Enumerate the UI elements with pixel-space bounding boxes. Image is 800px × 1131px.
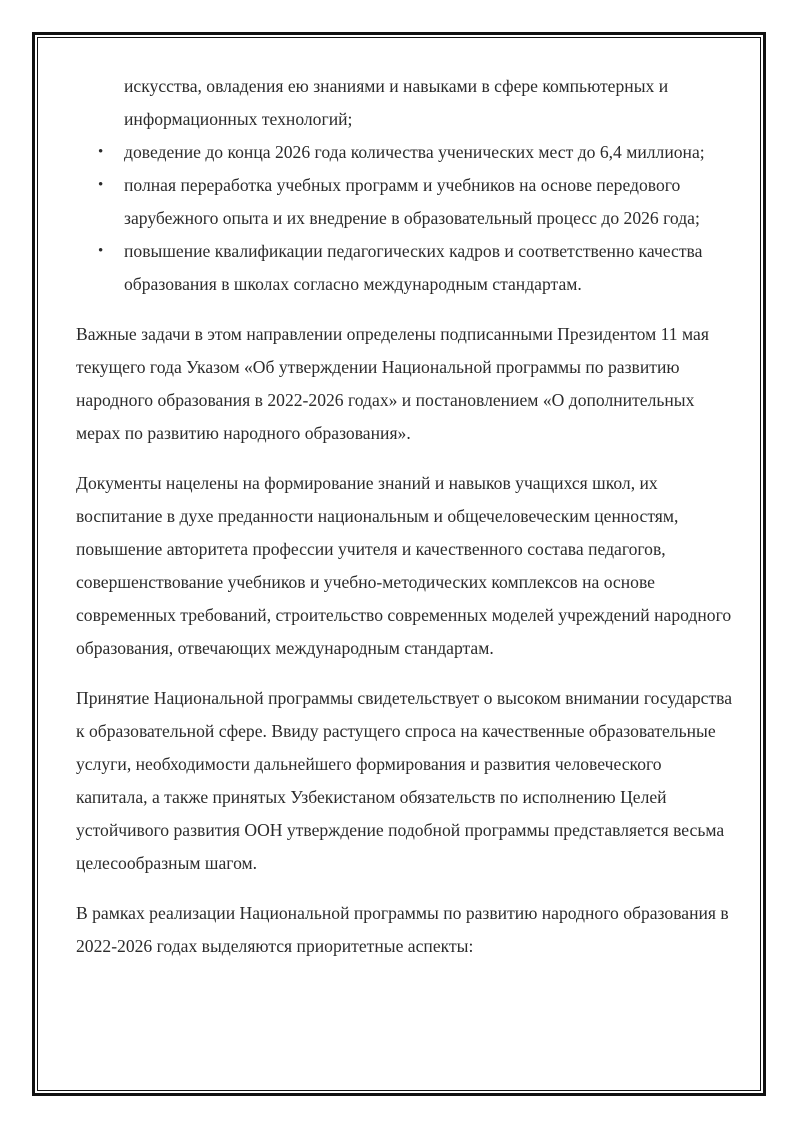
list-item-text: доведение до конца 2026 года количества ученических мест до 6,4 миллиона; (124, 142, 705, 162)
bullet-icon: • (98, 243, 104, 259)
paragraph: Важные задачи в этом направлении определены подписанными Президентом 11 мая текущего года Указом «Об утверждении Национальной программы по развитию народного образования в 2022-2026 годах» и постановлением «О дополнительных мерах по развитию народного образования». (76, 324, 709, 443)
list-item (76, 136, 736, 169)
list-item-text: повышение квалификации педагогических кадров и соответственно качества образования в школах согласно международным стандартам. (124, 241, 703, 294)
list-item-continuation: искусства, овладения ею знаниями и навыками в сфере компьютерных и информационных технологий; (124, 76, 669, 129)
list-item (76, 169, 736, 235)
bullet-icon: • (98, 144, 104, 160)
list-item (76, 235, 736, 301)
bullet-icon: • (98, 177, 104, 193)
document-body (76, 70, 736, 963)
paragraph: Документы нацелены на формирование знаний и навыков учащихся школ, их воспитание в духе преданности национальным и общечеловеческим ценностям, повышение авторитета профессии учителя и качественного состава педагогов, совершенствование учебников и учебно-методических комплексов на основе современных требований, строительство современных моделей учреждений народного образования, отвечающих международным стандартам. (76, 473, 732, 658)
list-item-text: полная переработка учебных программ и учебников на основе передового зарубежного опыта и их внедрение в образовательный процесс до 2026 года; (124, 175, 700, 228)
bullet-list (76, 136, 736, 301)
paragraph: Принятие Национальной программы свидетельствует о высоком внимании государства к образовательной сфере. Ввиду растущего спроса на качественные образовательные услуги, необходимости дальнейшего формирования и развития человеческого капитала, а также принятых Узбекистаном обязательств по исполнению Целей устойчивого развития ООН утверждение подобной программы представляется весьма целесообразным шагом. (76, 688, 733, 873)
paragraph: В рамках реализации Национальной программы по развитию народного образования в 2022-2026 годах выделяются приоритетные аспекты: (76, 903, 729, 956)
